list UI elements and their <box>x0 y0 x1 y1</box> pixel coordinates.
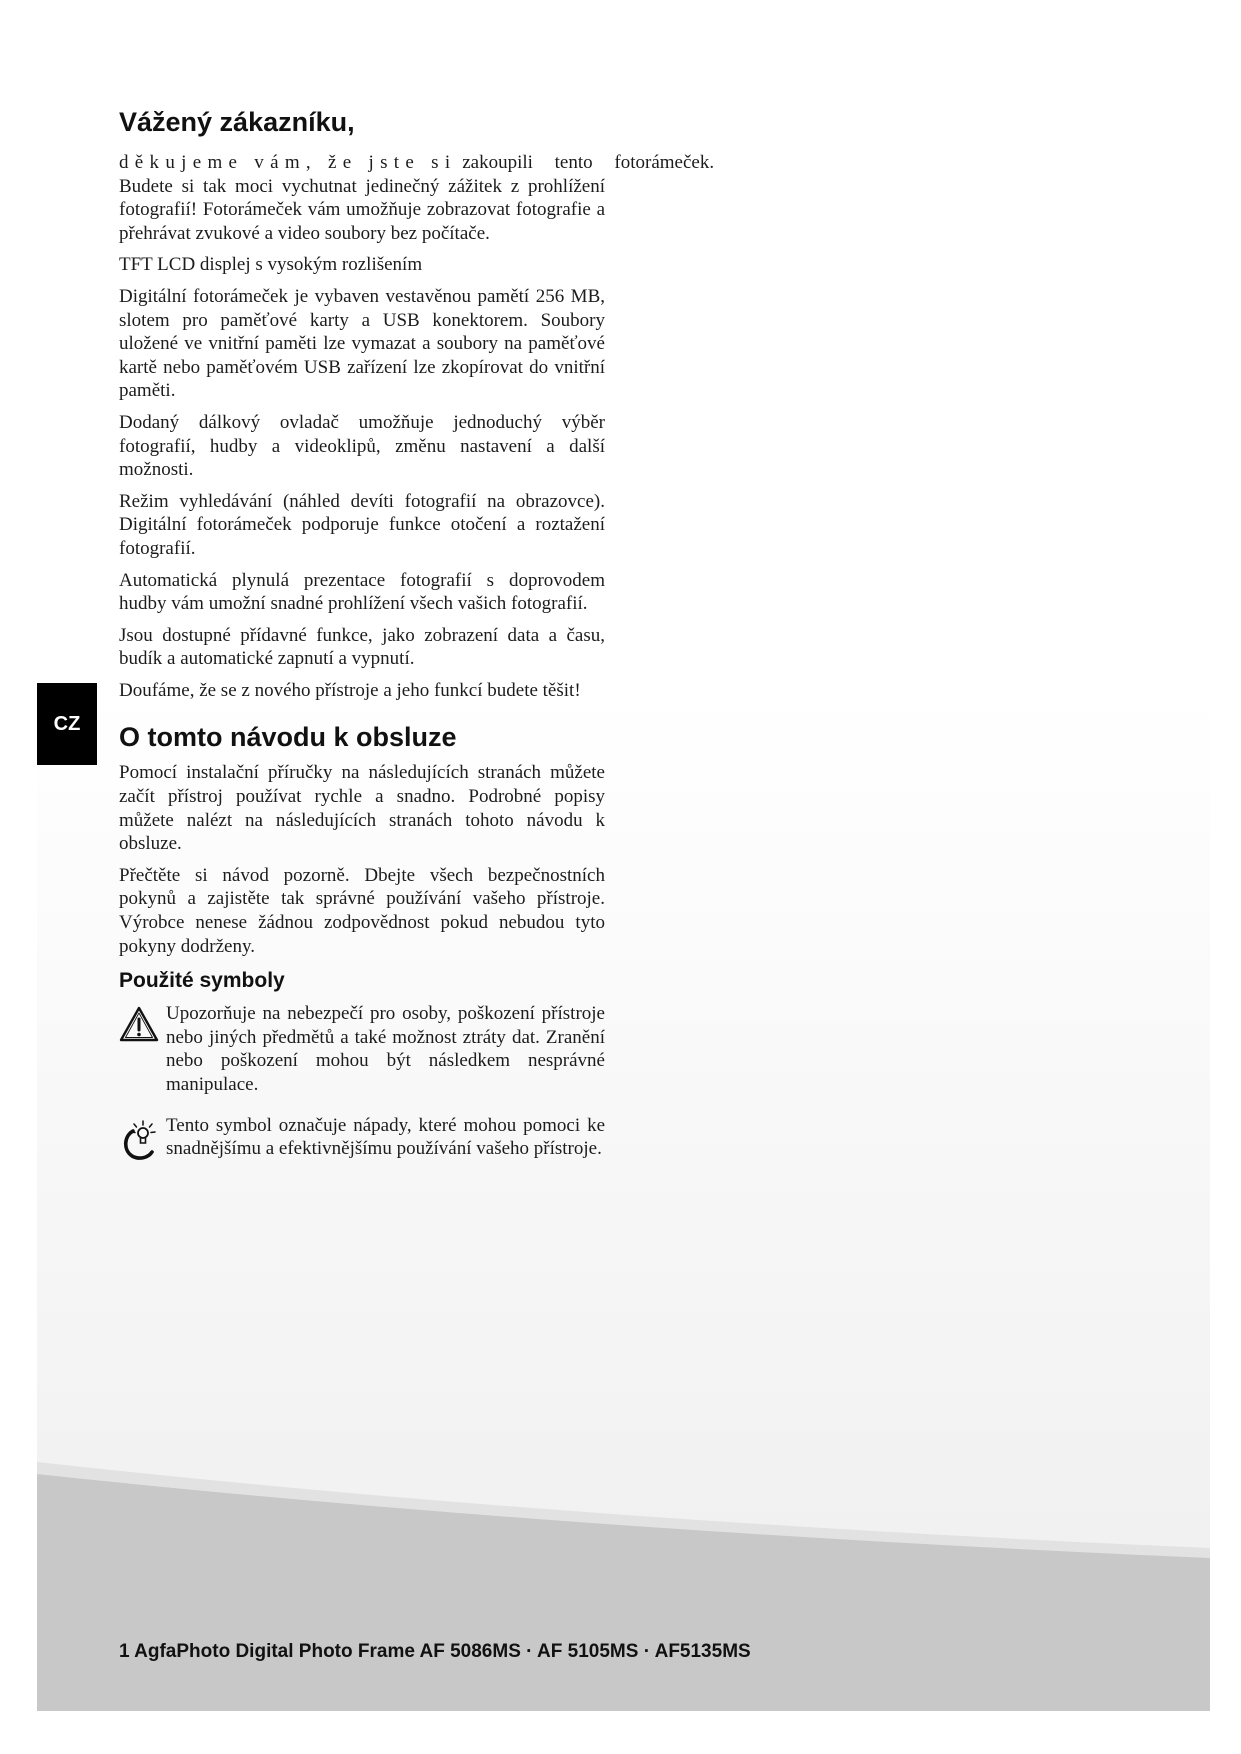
main-text-column <box>119 104 715 1161</box>
language-tab-label: CZ <box>53 712 81 735</box>
feature-extras-paragraph: Jsou dostupné přídavné funkce, jako zobrazení data a času, budík a automatické zapnutí a vypnutí. <box>119 624 605 670</box>
tip-symbol-entry <box>119 1114 605 1161</box>
warning-symbol-text: Upozorňuje na nebezpečí pro osoby, poškození přístroje nebo jiných předmětů a také možnost ztráty dat. Zranění nebo poškození mohou být následkem nesprávné manipulace. <box>166 1003 605 1095</box>
greeting-heading: Vážený zákazníku, <box>119 107 355 137</box>
warning-triangle-icon <box>119 1006 159 1047</box>
symbols-heading: Použité symboly <box>119 969 285 993</box>
manual-paragraph-2: Přečtěte si návod pozorně. Dbejte všech bezpečnostních pokynů a zajistěte tak správné používání vašeho přístroje. Výrobce nenese žádnou zodpovědnost pokud nebudou tyto pokyny dodrženy. <box>119 864 605 957</box>
manual-paragraph-1: Pomocí instalační příručky na následujících stranách můžete začít přístroj používat rychle a snadno. Podrobné popisy můžete nalézt na následujících stranách tohoto návodu k obsluze. <box>119 762 605 855</box>
feature-browse-paragraph: Režim vyhledávání (náhled devíti fotografií na obrazovce). Digitální fotorámeček podporuje funkce otočení a roztažení fotografií. <box>119 490 605 559</box>
intro-first-line <box>119 151 715 175</box>
lightbulb-tip-icon <box>119 1118 163 1167</box>
feature-remote-paragraph: Dodaný dálkový ovladač umožňuje jednoduchý výběr fotografií, hudby a videoklipů, změnu nastavení a další možnosti. <box>119 411 605 481</box>
intro-first-line-spaced: děkujeme vám, že jste si <box>119 152 457 173</box>
footer-product-title: 1 AgfaPhoto Digital Photo Frame AF 5086MS · AF 5105MS · AF5135MS <box>119 1641 751 1662</box>
language-tab <box>37 683 97 765</box>
intro-paragraph-rest: Budete si tak moci vychutnat jedinečný zážitek z prohlížení fotografií! Fotorámeček vám umožňuje zobrazovat fotografie a přehrávat zvukové a video soubory bez počítače. <box>119 175 605 244</box>
tip-symbol-text: Tento symbol označuje nápady, které mohou pomoci ke snadnějšímu a efektivnějšímu používání vašeho přístroje. <box>166 1114 605 1160</box>
feature-slideshow-paragraph: Automatická plynulá prezentace fotografií s doprovodem hudby vám umožní snadné prohlížení všech vašich fotografií. <box>119 569 605 615</box>
warning-symbol-entry <box>119 1002 605 1096</box>
manual-heading: O tomto návodu k obsluze <box>119 722 457 753</box>
feature-display-paragraph: TFT LCD displej s vysokým rozlišením <box>119 254 423 276</box>
intro-first-line-rest: zakoupili tento fotorámeček. <box>462 152 715 173</box>
closing-paragraph: Doufáme, že se z nového přístroje a jeho funkcí budete těšit! <box>119 679 581 701</box>
feature-memory-paragraph: Digitální fotorámeček je vybaven vestavěnou pamětí 256 MB, slotem pro paměťové karty a USB konektorem. Soubory uložené ve vnitřní paměti lze vymazat a soubory na paměťové kartě nebo paměťovém USB zařízení lze zkopírovat do vnitřní paměti. <box>119 285 605 402</box>
intro-paragraph <box>119 151 715 245</box>
